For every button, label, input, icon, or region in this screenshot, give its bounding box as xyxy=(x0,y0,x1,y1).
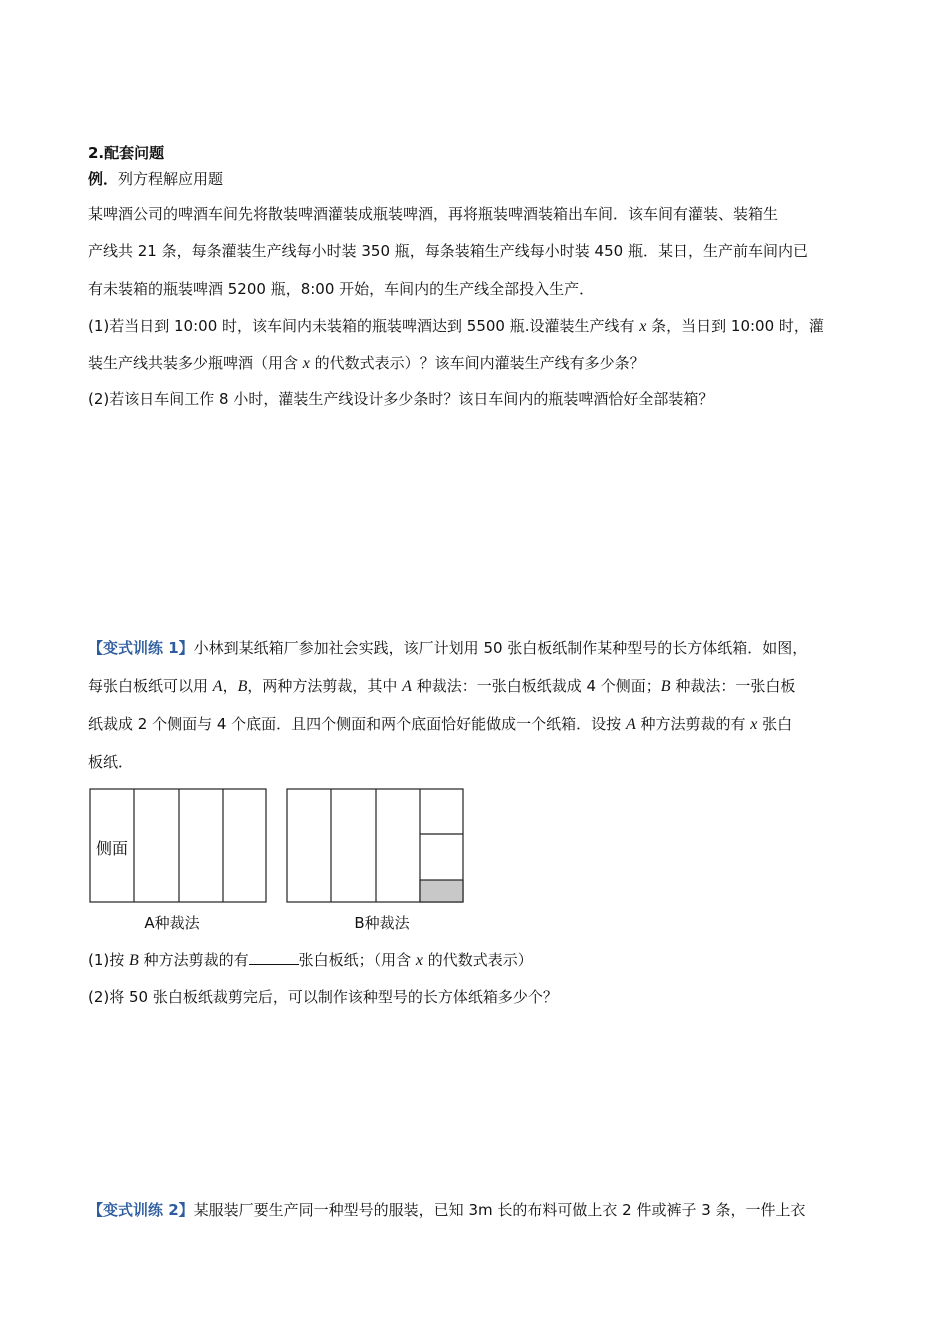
example-text-line-1: 某啤酒公司的啤酒车间先将散装啤酒灌装成瓶装啤酒，再将瓶装啤酒装箱出车间．该车间有灌装、装箱生 xyxy=(88,205,779,223)
example-question-2: (2)若该日车间工作 8 小时，灌装生产线设计多少条时？该日车间内的瓶装啤酒恰好全部装箱？ xyxy=(88,390,714,408)
example-text-line-2: 产线共 21 条，每条灌装生产线每小时装 350 瓶，每条装箱生产线每小时装 450 瓶．某日，生产前车间内已 xyxy=(88,242,808,260)
cutting-diagram xyxy=(88,786,468,936)
variant1-line-2: 每张白板纸可以用 A，B，两种方法剪裁，其中 A 种裁法：一张白板纸裁成 4 个侧面；B 种裁法：一张白板 xyxy=(88,677,796,695)
answer-blank[interactable] xyxy=(249,950,299,965)
example-question-1-line-2: 装生产线共装多少瓶啤酒（用含 x 的代数式表示）？该车间内灌装生产线有多少条？ xyxy=(88,354,645,372)
side-face-label: 侧面 xyxy=(95,839,129,858)
example-text-line-3: 有未装箱的瓶装啤酒 5200 瓶，8:00 开始，车间内的生产线全部投入生产． xyxy=(88,280,595,298)
variant2-label: 【变式训练 2】 xyxy=(88,1201,194,1219)
variant1-line-1: 【变式训练 1】小林到某纸箱厂参加社会实践，该厂计划用 50 张白板纸制作某种型号的长方体纸箱．如图， xyxy=(88,639,808,657)
variant1-line-3: 纸裁成 2 个侧面与 4 个底面．且四个侧面和两个底面恰好能做成一个纸箱．设按 A 种方法剪裁的有 x 张白 xyxy=(88,715,793,733)
method-a-board xyxy=(90,789,266,902)
method-b-caption: B种裁法 xyxy=(354,914,410,932)
variable-x: x xyxy=(639,318,647,335)
variant1-label: 【变式训练 1】 xyxy=(88,639,194,657)
method-b-board xyxy=(287,789,463,902)
variable-x: x xyxy=(302,355,310,372)
method-a-caption: A种裁法 xyxy=(144,914,200,932)
variant1-question-1: (1)按 B 种方法剪裁的有 张白板纸；（用含 x 的代数式表示） xyxy=(88,951,533,969)
section-title: 2.配套问题 xyxy=(88,144,165,162)
variant1-question-2: (2)将 50 张白板纸裁剪完后，可以制作该种型号的长方体纸箱多少个？ xyxy=(88,988,558,1006)
variant1-line-4: 板纸． xyxy=(88,753,134,771)
example-title: 列方程解应用题 xyxy=(118,170,224,188)
example-heading xyxy=(88,169,223,189)
example-label: 例． xyxy=(88,170,119,188)
example-question-1-line-1: (1)若当日到 10:00 时，该车间内未装箱的瓶装啤酒达到 5500 瓶.设灌装生产线有 x 条，当日到 10:00 时，灌 xyxy=(88,317,824,335)
variant2-line-1: 【变式训练 2】某服装厂要生产同一种型号的服装，已知 3m 长的布料可做上衣 2 件或裤子 3 条，一件上衣 xyxy=(88,1201,806,1219)
waste-piece xyxy=(420,880,463,902)
